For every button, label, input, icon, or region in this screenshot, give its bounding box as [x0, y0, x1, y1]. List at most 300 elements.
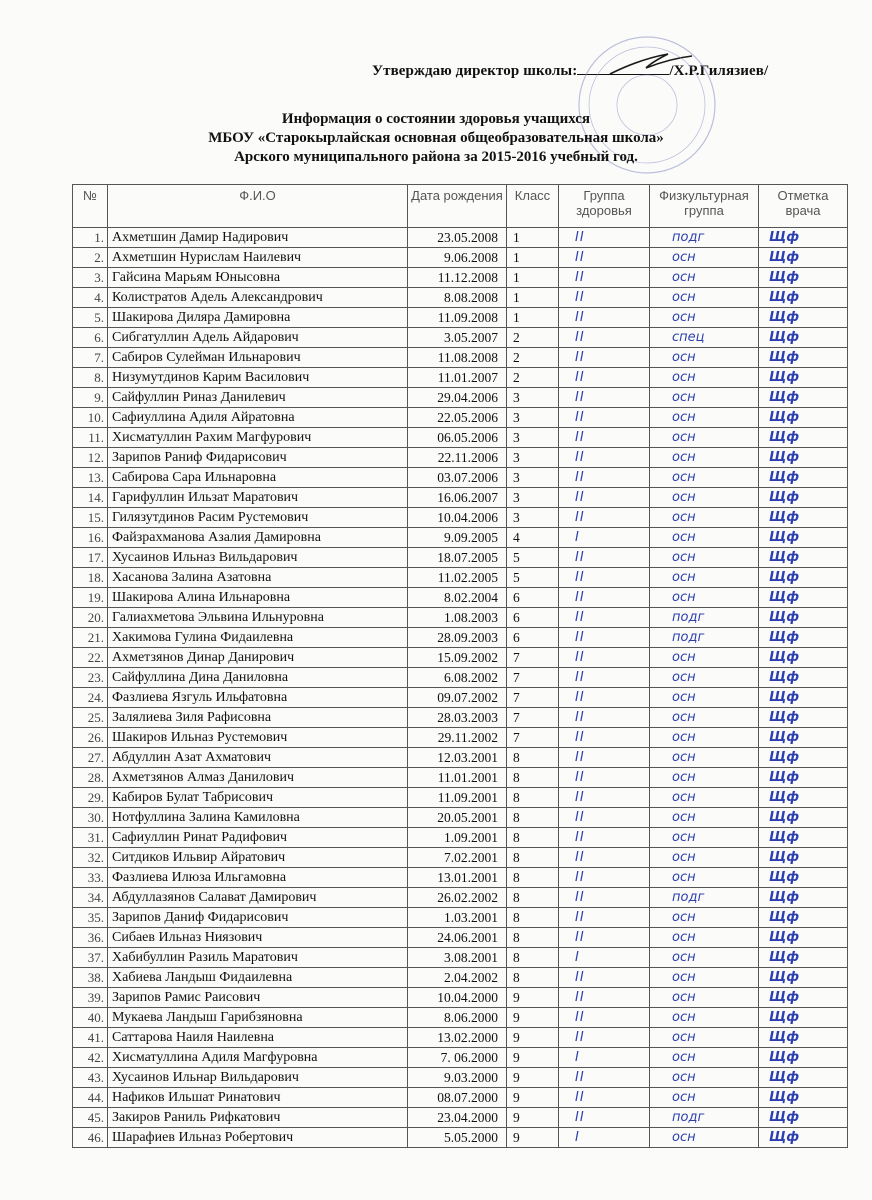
health-group: II	[559, 568, 650, 588]
class-number: 7	[507, 668, 559, 688]
birth-date: 11.01.2007	[408, 368, 507, 388]
doctor-mark: Щф	[759, 248, 848, 268]
student-name: Хасанова Залина Азатовна	[108, 568, 408, 588]
row-number: 38.	[73, 968, 108, 988]
student-name: Сабирова Сара Ильнаровна	[108, 468, 408, 488]
birth-date: 16.06.2007	[408, 488, 507, 508]
class-number: 9	[507, 1028, 559, 1048]
table-row	[73, 788, 848, 808]
pe-group: осн	[650, 568, 759, 588]
birth-date: 5.05.2000	[408, 1128, 507, 1148]
row-number: 31.	[73, 828, 108, 848]
class-number: 8	[507, 828, 559, 848]
class-number: 7	[507, 648, 559, 668]
health-group: II	[559, 828, 650, 848]
health-group: I	[559, 1048, 650, 1068]
doctor-mark: Щф	[759, 388, 848, 408]
table-row	[73, 1068, 848, 1088]
table-row	[73, 488, 848, 508]
health-group: II	[559, 428, 650, 448]
birth-date: 9.03.2000	[408, 1068, 507, 1088]
table-row	[73, 808, 848, 828]
pe-group: спец	[650, 328, 759, 348]
doctor-mark: Щф	[759, 1008, 848, 1028]
row-number: 1.	[73, 228, 108, 248]
pe-group: осн	[650, 268, 759, 288]
row-number: 7.	[73, 348, 108, 368]
pe-group: осн	[650, 1028, 759, 1048]
birth-date: 28.09.2003	[408, 628, 507, 648]
doctor-mark: Щф	[759, 928, 848, 948]
health-group: II	[559, 328, 650, 348]
row-number: 24.	[73, 688, 108, 708]
doctor-mark: Щф	[759, 528, 848, 548]
table-row	[73, 1108, 848, 1128]
student-name: Зарипов Даниф Фидарисович	[108, 908, 408, 928]
pe-group: осн	[650, 468, 759, 488]
row-number: 35.	[73, 908, 108, 928]
row-number: 41.	[73, 1028, 108, 1048]
birth-date: 13.01.2001	[408, 868, 507, 888]
doctor-mark: Щф	[759, 288, 848, 308]
birth-date: 12.03.2001	[408, 748, 507, 768]
row-number: 14.	[73, 488, 108, 508]
student-name: Шарафиев Ильназ Робертович	[108, 1128, 408, 1148]
student-name: Хакимова Гулина Фидаилевна	[108, 628, 408, 648]
birth-date: 2.04.2002	[408, 968, 507, 988]
class-number: 6	[507, 588, 559, 608]
birth-date: 10.04.2000	[408, 988, 507, 1008]
pe-group: осн	[650, 548, 759, 568]
table-row	[73, 528, 848, 548]
pe-group: осн	[650, 808, 759, 828]
heading-line-3: Арского муниципального района за 2015-2016 учебный год.	[234, 149, 638, 165]
health-group: I	[559, 948, 650, 968]
table-row	[73, 408, 848, 428]
birth-date: 29.11.2002	[408, 728, 507, 748]
health-group: II	[559, 848, 650, 868]
class-number: 9	[507, 988, 559, 1008]
birth-date: 29.04.2006	[408, 388, 507, 408]
student-name: Ахметшин Нурислам Наилевич	[108, 248, 408, 268]
table-row	[73, 328, 848, 348]
row-number: 37.	[73, 948, 108, 968]
table-row	[73, 948, 848, 968]
row-number: 25.	[73, 708, 108, 728]
row-number: 12.	[73, 448, 108, 468]
health-group: II	[559, 1068, 650, 1088]
table-row	[73, 1128, 848, 1148]
birth-date: 15.09.2002	[408, 648, 507, 668]
student-name: Сафиуллина Адиля Айратовна	[108, 408, 408, 428]
student-name: Хусаинов Ильназ Вильдарович	[108, 548, 408, 568]
table-row	[73, 628, 848, 648]
table-row	[73, 688, 848, 708]
table-row	[73, 828, 848, 848]
doctor-mark: Щф	[759, 1128, 848, 1148]
birth-date: 8.02.2004	[408, 588, 507, 608]
doctor-mark: Щф	[759, 348, 848, 368]
class-number: 1	[507, 248, 559, 268]
table-row	[73, 268, 848, 288]
health-group: II	[559, 368, 650, 388]
student-name: Сайфуллина Дина Даниловна	[108, 668, 408, 688]
heading-line-1: Информация о состоянии здоровья учащихся	[281, 111, 591, 127]
pe-group: осн	[650, 688, 759, 708]
table-row	[73, 648, 848, 668]
student-name: Хисматуллин Рахим Магфурович	[108, 428, 408, 448]
health-group: II	[559, 548, 650, 568]
pe-group: осн	[650, 388, 759, 408]
health-group: II	[559, 388, 650, 408]
pe-group: осн	[650, 908, 759, 928]
birth-date: 3.05.2007	[408, 328, 507, 348]
birth-date: 03.07.2006	[408, 468, 507, 488]
doctor-mark: Щф	[759, 568, 848, 588]
row-number: 42.	[73, 1048, 108, 1068]
student-name: Залялиева Зиля Рафисовна	[108, 708, 408, 728]
row-number: 9.	[73, 388, 108, 408]
pe-group: осн	[650, 368, 759, 388]
pe-group: осн	[650, 768, 759, 788]
row-number: 2.	[73, 248, 108, 268]
student-name: Файзрахманова Азалия Дамировна	[108, 528, 408, 548]
class-number: 2	[507, 368, 559, 388]
health-group: II	[559, 868, 650, 888]
class-number: 7	[507, 688, 559, 708]
pe-group: осн	[650, 748, 759, 768]
table-row	[73, 668, 848, 688]
table-row	[73, 508, 848, 528]
student-name: Нафиков Ильшат Ринатович	[108, 1088, 408, 1108]
birth-date: 06.05.2006	[408, 428, 507, 448]
doctor-mark: Щф	[759, 828, 848, 848]
birth-date: 1.09.2001	[408, 828, 507, 848]
doctor-mark: Щф	[759, 268, 848, 288]
student-name: Зарипов Рамис Раисович	[108, 988, 408, 1008]
birth-date: 11.08.2008	[408, 348, 507, 368]
doctor-mark: Щф	[759, 688, 848, 708]
health-group: II	[559, 1108, 650, 1128]
doctor-mark: Щф	[759, 648, 848, 668]
class-number: 9	[507, 1048, 559, 1068]
birth-date: 8.06.2000	[408, 1008, 507, 1028]
doctor-mark: Щф	[759, 628, 848, 648]
health-group: II	[559, 448, 650, 468]
doctor-mark: Щф	[759, 1048, 848, 1068]
health-group: II	[559, 888, 650, 908]
doctor-mark: Щф	[759, 708, 848, 728]
health-group: II	[559, 928, 650, 948]
birth-date: 08.07.2000	[408, 1088, 507, 1108]
pe-group: осн	[650, 728, 759, 748]
class-number: 9	[507, 1128, 559, 1148]
student-name: Сайфуллин Риназ Данилевич	[108, 388, 408, 408]
health-group: II	[559, 808, 650, 828]
table-row	[73, 1008, 848, 1028]
birth-date: 26.02.2002	[408, 888, 507, 908]
doctor-mark: Щф	[759, 988, 848, 1008]
doctor-mark: Щф	[759, 1028, 848, 1048]
class-number: 9	[507, 1068, 559, 1088]
pe-group: подг	[650, 228, 759, 248]
health-group: II	[559, 728, 650, 748]
health-group: II	[559, 748, 650, 768]
class-number: 9	[507, 1108, 559, 1128]
student-name: Абдуллазянов Салават Дамирович	[108, 888, 408, 908]
student-name: Мукаева Ландыш Гарибзяновна	[108, 1008, 408, 1028]
doctor-mark: Щф	[759, 1108, 848, 1128]
class-number: 3	[507, 468, 559, 488]
table-body	[73, 228, 848, 1148]
class-number: 6	[507, 608, 559, 628]
birth-date: 1.08.2003	[408, 608, 507, 628]
table-row	[73, 448, 848, 468]
table-row	[73, 708, 848, 728]
health-group: II	[559, 248, 650, 268]
class-number: 3	[507, 448, 559, 468]
health-group: II	[559, 348, 650, 368]
student-name: Ахметзянов Алмаз Данилович	[108, 768, 408, 788]
class-number: 8	[507, 968, 559, 988]
class-number: 3	[507, 508, 559, 528]
row-number: 27.	[73, 748, 108, 768]
student-name: Низумутдинов Карим Василович	[108, 368, 408, 388]
class-number: 8	[507, 788, 559, 808]
row-number: 22.	[73, 648, 108, 668]
student-name: Сафиуллин Ринат Радифович	[108, 828, 408, 848]
col-doctor-mark: Отметка врача	[759, 185, 848, 228]
health-group: II	[559, 408, 650, 428]
table-row	[73, 548, 848, 568]
doctor-mark: Щф	[759, 508, 848, 528]
doctor-mark: Щф	[759, 768, 848, 788]
class-number: 3	[507, 408, 559, 428]
class-number: 8	[507, 868, 559, 888]
student-name: Закиров Раниль Рифкатович	[108, 1108, 408, 1128]
col-health-group: Группа здоровья	[559, 185, 650, 228]
doctor-mark: Щф	[759, 948, 848, 968]
doctor-mark: Щф	[759, 748, 848, 768]
birth-date: 22.05.2006	[408, 408, 507, 428]
table-row	[73, 848, 848, 868]
pe-group: подг	[650, 628, 759, 648]
doctor-mark: Щф	[759, 228, 848, 248]
table-header	[73, 185, 848, 228]
table-row	[73, 928, 848, 948]
health-group: II	[559, 228, 650, 248]
table-row	[73, 368, 848, 388]
doctor-mark: Щф	[759, 968, 848, 988]
row-number: 33.	[73, 868, 108, 888]
birth-date: 20.05.2001	[408, 808, 507, 828]
class-number: 2	[507, 348, 559, 368]
birth-date: 13.02.2000	[408, 1028, 507, 1048]
pe-group: осн	[650, 1048, 759, 1068]
student-name: Ахметшин Дамир Надирович	[108, 228, 408, 248]
table-row	[73, 308, 848, 328]
row-number: 13.	[73, 468, 108, 488]
doctor-mark: Щф	[759, 448, 848, 468]
row-number: 16.	[73, 528, 108, 548]
class-number: 1	[507, 268, 559, 288]
row-number: 36.	[73, 928, 108, 948]
pe-group: осн	[650, 528, 759, 548]
row-number: 4.	[73, 288, 108, 308]
doctor-mark: Щф	[759, 668, 848, 688]
col-pe-group: Физкультурная группа	[650, 185, 759, 228]
student-name: Хабиева Ландыш Фидаилевна	[108, 968, 408, 988]
health-group: II	[559, 288, 650, 308]
health-group: II	[559, 588, 650, 608]
pe-group: осн	[650, 508, 759, 528]
student-name: Сибаев Ильназ Ниязович	[108, 928, 408, 948]
health-group: II	[559, 508, 650, 528]
pe-group: подг	[650, 608, 759, 628]
health-group: II	[559, 268, 650, 288]
health-group: II	[559, 488, 650, 508]
doctor-mark: Щф	[759, 788, 848, 808]
row-number: 8.	[73, 368, 108, 388]
student-name: Шакирова Диляра Дамировна	[108, 308, 408, 328]
pe-group: осн	[650, 448, 759, 468]
class-number: 2	[507, 328, 559, 348]
row-number: 3.	[73, 268, 108, 288]
birth-date: 11.12.2008	[408, 268, 507, 288]
birth-date: 11.09.2001	[408, 788, 507, 808]
doctor-mark: Щф	[759, 308, 848, 328]
class-number: 8	[507, 808, 559, 828]
row-number: 21.	[73, 628, 108, 648]
row-number: 19.	[73, 588, 108, 608]
pe-group: осн	[650, 968, 759, 988]
birth-date: 11.02.2005	[408, 568, 507, 588]
class-number: 8	[507, 888, 559, 908]
class-number: 6	[507, 628, 559, 648]
doctor-mark: Щф	[759, 868, 848, 888]
row-number: 10.	[73, 408, 108, 428]
doctor-mark: Щф	[759, 848, 848, 868]
class-number: 7	[507, 708, 559, 728]
student-name: Кабиров Булат Табрисович	[108, 788, 408, 808]
doctor-mark: Щф	[759, 408, 848, 428]
table-row	[73, 348, 848, 368]
health-group: II	[559, 648, 650, 668]
birth-date: 24.06.2001	[408, 928, 507, 948]
health-table	[72, 184, 848, 1148]
table-row	[73, 988, 848, 1008]
class-number: 1	[507, 288, 559, 308]
table-row	[73, 588, 848, 608]
student-name: Хисматуллина Адиля Магфуровна	[108, 1048, 408, 1068]
table-row	[73, 748, 848, 768]
birth-date: 22.11.2006	[408, 448, 507, 468]
table-row	[73, 468, 848, 488]
doctor-mark: Щф	[759, 328, 848, 348]
table-row	[73, 568, 848, 588]
health-group: II	[559, 988, 650, 1008]
health-group: II	[559, 1088, 650, 1108]
pe-group: осн	[650, 1008, 759, 1028]
birth-date: 8.08.2008	[408, 288, 507, 308]
doctor-mark: Щф	[759, 728, 848, 748]
doctor-mark: Щф	[759, 1068, 848, 1088]
birth-date: 10.04.2006	[408, 508, 507, 528]
row-number: 34.	[73, 888, 108, 908]
birth-date: 9.09.2005	[408, 528, 507, 548]
doctor-mark: Щф	[759, 548, 848, 568]
row-number: 26.	[73, 728, 108, 748]
doctor-mark: Щф	[759, 428, 848, 448]
student-name: Ситдиков Ильвир Айратович	[108, 848, 408, 868]
table-row	[73, 228, 848, 248]
row-number: 5.	[73, 308, 108, 328]
pe-group: подг	[650, 1108, 759, 1128]
row-number: 46.	[73, 1128, 108, 1148]
pe-group: осн	[650, 948, 759, 968]
pe-group: осн	[650, 348, 759, 368]
row-number: 40.	[73, 1008, 108, 1028]
health-group: II	[559, 608, 650, 628]
student-name: Гарифуллин Ильзат Маратович	[108, 488, 408, 508]
row-number: 23.	[73, 668, 108, 688]
row-number: 29.	[73, 788, 108, 808]
row-number: 28.	[73, 768, 108, 788]
student-name: Фазлиева Язгуль Ильфатовна	[108, 688, 408, 708]
birth-date: 7.02.2001	[408, 848, 507, 868]
pe-group: осн	[650, 708, 759, 728]
row-number: 39.	[73, 988, 108, 1008]
student-name: Ахметзянов Динар Данирович	[108, 648, 408, 668]
health-group: II	[559, 308, 650, 328]
table-row	[73, 1088, 848, 1108]
table-row	[73, 1048, 848, 1068]
row-number: 15.	[73, 508, 108, 528]
class-number: 8	[507, 928, 559, 948]
pe-group: осн	[650, 848, 759, 868]
health-group: II	[559, 1028, 650, 1048]
row-number: 30.	[73, 808, 108, 828]
student-name: Хусаинов Ильнар Вильдарович	[108, 1068, 408, 1088]
row-number: 43.	[73, 1068, 108, 1088]
student-name: Гайсина Марьям Юнысовна	[108, 268, 408, 288]
student-name: Гилязутдинов Расим Рустемович	[108, 508, 408, 528]
health-group: II	[559, 788, 650, 808]
pe-group: осн	[650, 288, 759, 308]
class-number: 8	[507, 748, 559, 768]
doctor-mark: Щф	[759, 1088, 848, 1108]
class-number: 8	[507, 848, 559, 868]
class-number: 3	[507, 428, 559, 448]
pe-group: осн	[650, 1088, 759, 1108]
class-number: 5	[507, 568, 559, 588]
health-group: II	[559, 468, 650, 488]
doctor-mark: Щф	[759, 468, 848, 488]
row-number: 17.	[73, 548, 108, 568]
doctor-mark: Щф	[759, 588, 848, 608]
student-name: Зарипов Раниф Фидарисович	[108, 448, 408, 468]
birth-date: 3.08.2001	[408, 948, 507, 968]
student-name: Саттарова Наиля Наилевна	[108, 1028, 408, 1048]
class-number: 8	[507, 768, 559, 788]
row-number: 44.	[73, 1088, 108, 1108]
birth-date: 7. 06.2000	[408, 1048, 507, 1068]
class-number: 9	[507, 1008, 559, 1028]
health-group: II	[559, 968, 650, 988]
col-num: №	[73, 185, 108, 228]
pe-group: осн	[650, 868, 759, 888]
pe-group: осн	[650, 428, 759, 448]
